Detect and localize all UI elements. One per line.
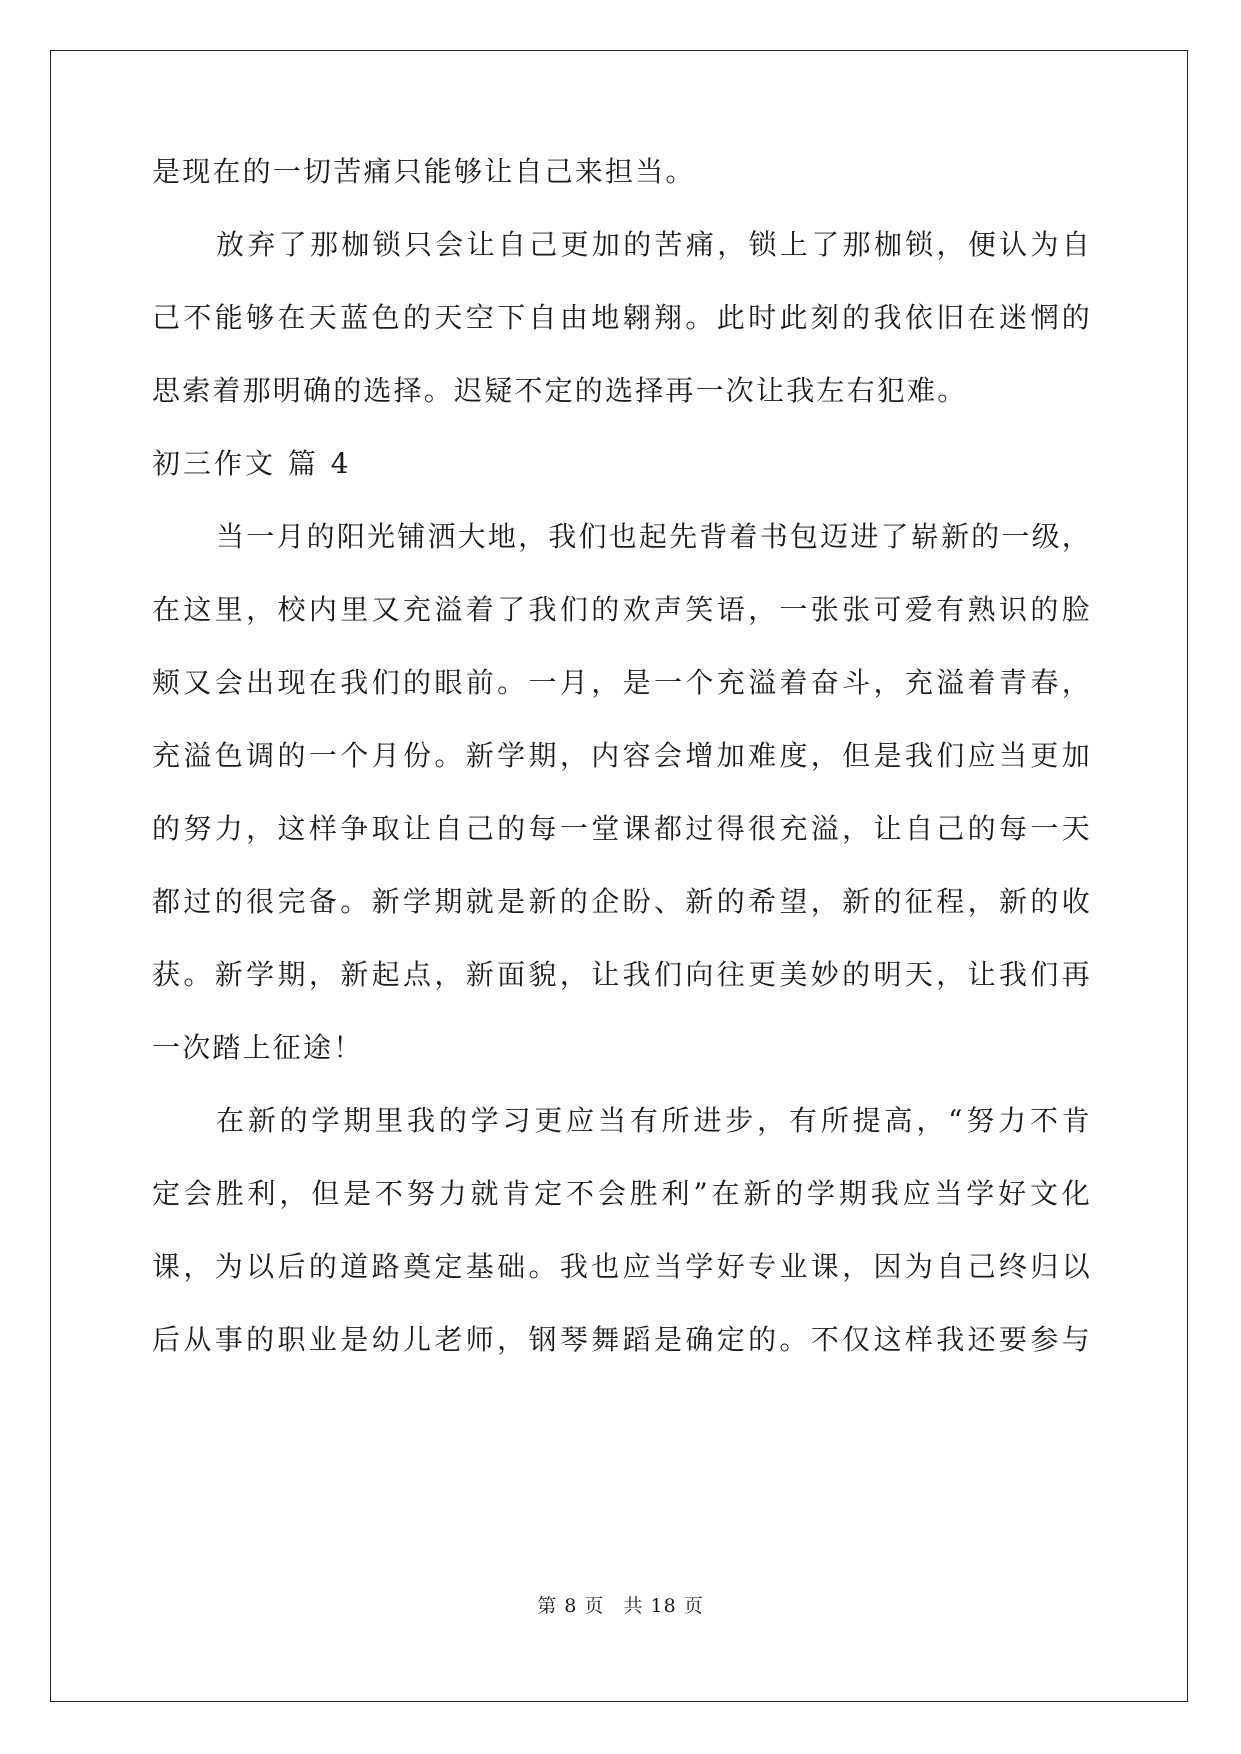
text-line: 是现在的一切苦痛只能够让自己来担当。 (152, 155, 696, 188)
text-line: 当一月的阳光铺洒大地，我们也起先背着书包迈进了崭新的一级， (216, 520, 1092, 553)
text-line: 颊又会出现在我们的眼前。一月，是一个充溢着奋斗，充溢着青春， (152, 666, 1092, 699)
text-line: 都过的很完备。新学期就是新的企盼、新的希望，新的征程，新的收 (152, 885, 1092, 918)
text-line: 的努力，这样争取让自己的每一堂课都过得很充溢，让自己的每一天 (152, 812, 1092, 845)
text-line: 后从事的职业是幼儿老师，钢琴舞蹈是确定的。不仅这样我还要参与 (152, 1323, 1092, 1356)
text-line: 己不能够在天蓝色的天空下自由地翱翔。此时此刻的我依旧在迷惘的 (152, 301, 1092, 334)
text-line: 在新的学期里我的学习更应当有所进步，有所提高，“努力不肯 (216, 1104, 1092, 1137)
page-total: 共 18 页 (623, 1595, 704, 1617)
page-footer (0, 1592, 1241, 1620)
text-line: 在这里，校内里又充溢着了我们的欢声笑语，一张张可爱有熟识的脸 (152, 593, 1092, 626)
text-line: 放弃了那枷锁只会让自己更加的苦痛，锁上了那枷锁，便认为自 (216, 228, 1092, 261)
page-number: 第 8 页 (537, 1595, 605, 1617)
text-line: 定会胜利，但是不努力就肯定不会胜利”在新的学期我应当学好文化 (152, 1177, 1092, 1210)
text-line: 获。新学期，新起点，新面貌，让我们向往更美妙的明天，让我们再 (152, 958, 1092, 991)
text-line: 思索着那明确的选择。迟疑不定的选择再一次让我左右犯难。 (152, 374, 968, 407)
section-heading: 初三作文 篇 4 (152, 447, 352, 480)
text-line: 充溢色调的一个月份。新学期，内容会增加难度，但是我们应当更加 (152, 739, 1092, 772)
text-line: 一次踏上征途！ (152, 1031, 364, 1064)
text-line: 课，为以后的道路奠定基础。我也应当学好专业课，因为自己终归以 (152, 1250, 1092, 1283)
